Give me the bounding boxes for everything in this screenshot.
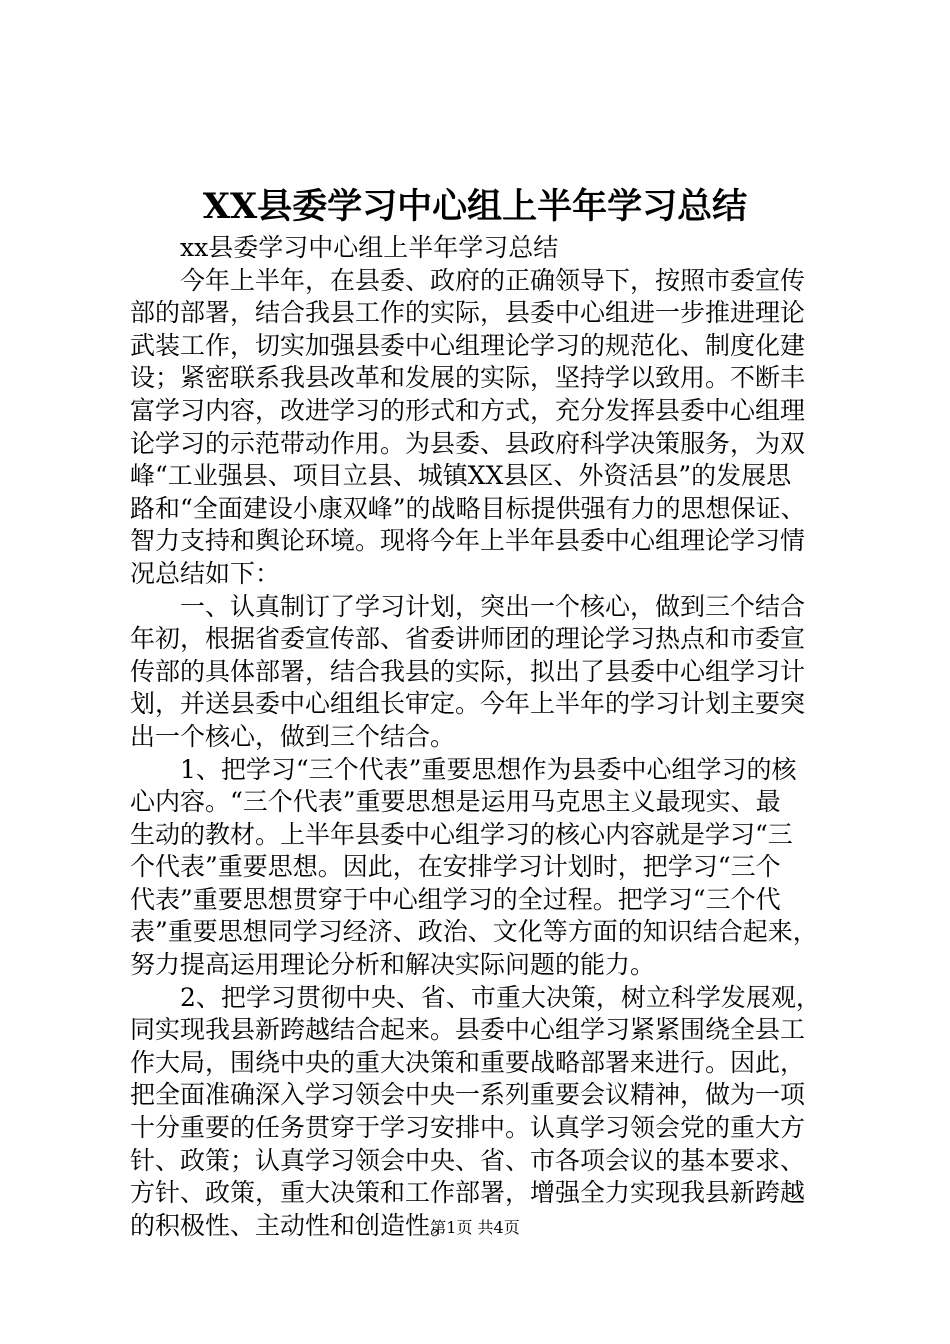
body-line: 年初，根据省委宣传部、省委讲师团的理论学习热点和市委宣 [130,624,806,654]
body-line: 的积极性、主动性和创造性。 [130,1210,456,1240]
body-line: 方针、政策，重大决策和工作部署，增强全力实现我县新跨越 [130,1178,806,1208]
body-line: 富学习内容，改进学习的形式和方式，充分发挥县委中心组理 [130,395,806,425]
body-line: 2、把学习贯彻中央、省、市重大决策，树立科学发展观， [130,982,821,1012]
body-line: 部的部署，结合我县工作的实际，县委中心组进一步推进理论 [130,298,806,328]
body-line: 传部的具体部署，结合我县的实际，拟出了县委中心组学习计 [130,656,806,686]
body-line: 设；紧密联系我县改革和发展的实际，坚持学以致用。不断丰 [130,363,806,393]
body-line: xx县委学习中心组上半年学习总结 [130,233,559,262]
document-title: XX县委学习中心组上半年学习总结 [202,186,748,227]
body-line: 作大局，围绕中央的重大决策和重要战略部署来进行。因此， [130,1047,806,1077]
body-line: 1、把学习“三个代表”重要思想作为县委中心组学习的核 [130,754,797,784]
body-line: 论学习的示范带动作用。为县委、县政府科学决策服务，为双 [130,428,806,458]
body-line: 出一个核心，做到三个结合。 [130,721,456,751]
body-line: 十分重要的任务贯穿于学习安排中。认真学习领会党的重大方 [130,1113,806,1143]
body-line: 峰“工业强县、项目立县、城镇XX县区、外资活县”的发展思 [130,461,792,491]
page-footer: 第1页 共4页 [430,1218,520,1237]
body-line: 智力支持和舆论环境。现将今年上半年县委中心组理论学习情 [130,526,806,556]
body-line: 心内容。“三个代表”重要思想是运用马克思主义最现实、最 [130,787,781,817]
body-line: 个代表”重要思想。因此，在安排学习计划时，把学习“三个 [130,852,781,882]
body-line: 武装工作，切实加强县委中心组理论学习的规范化、制度化建 [130,330,806,360]
body-line: 针、政策；认真学习领会中央、省、市各项会议的基本要求、 [130,1145,806,1175]
body-line: 代表”重要思想贯穿于中心组学习的全过程。把学习“三个代 [130,884,781,914]
body-line: 今年上半年，在县委、政府的正确领导下，按照市委宣传 [130,265,806,295]
body-line: 表”重要思想同学习经济、政治、文化等方面的知识结合起来， [130,917,818,947]
body-line: 况总结如下： [130,558,281,588]
body-line: 把全面准确深入学习领会中央一系列重要会议精神，做为一项 [130,1080,806,1110]
body-line: 路和“全面建设小康双峰”的战略目标提供强有力的思想保证、 [130,493,806,523]
body-line: 生动的教材。上半年县委中心组学习的核心内容就是学习“三 [130,819,793,849]
body-line: 努力提高运用理论分析和解决实际问题的能力。 [130,950,656,980]
body-line: 一、认真制订了学习计划，突出一个核心，做到三个结合 [130,591,806,621]
body-line: 同实现我县新跨越结合起来。县委中心组学习紧紧围绕全县工 [130,1015,806,1045]
document-body [130,232,830,1242]
body-line: 划，并送县委中心组组长审定。今年上半年的学习计划主要突 [130,689,806,719]
